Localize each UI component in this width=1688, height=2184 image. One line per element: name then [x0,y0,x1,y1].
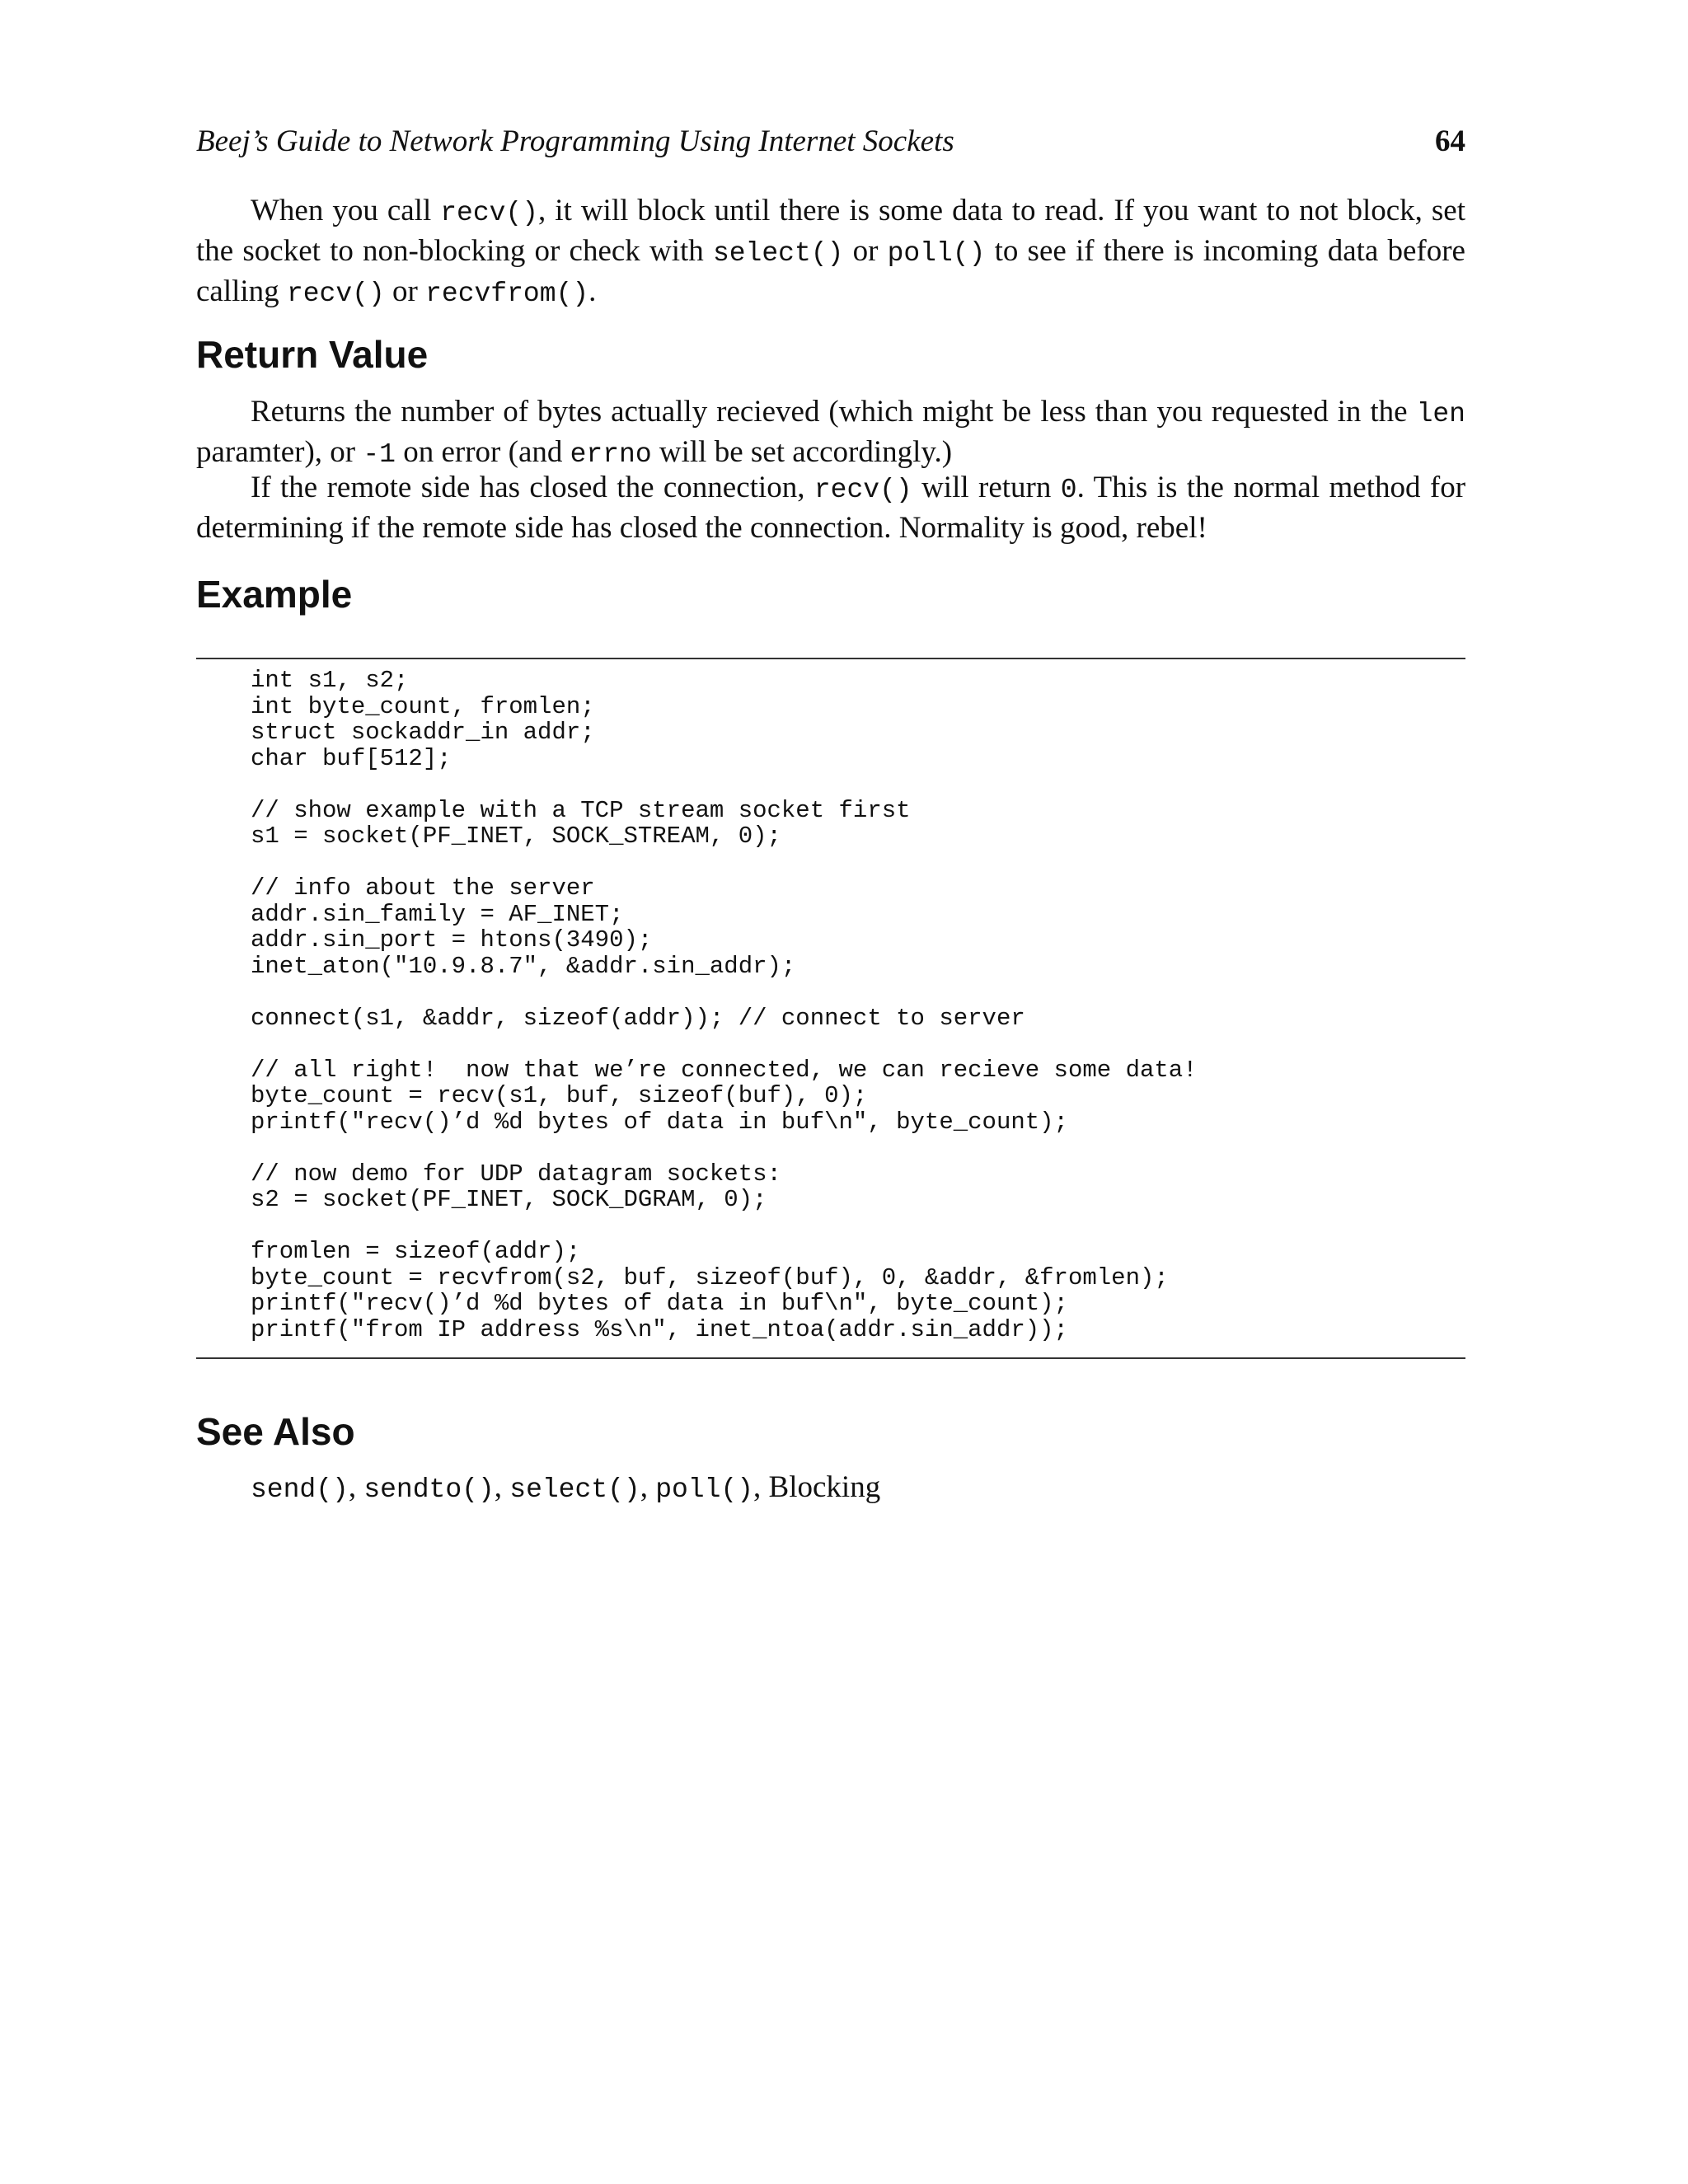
code-example: int s1, s2; int byte_count, fromlen; struct sockaddr_in addr; char buf[512]; // show example with a TCP stream socket first s1 = socket(PF_INET, SOCK_STREAM, 0); // info about the server addr.sin_family = AF_INET; addr.sin_port = htons(3490); inet_aton("10.9.8.7", &addr.sin_addr); connect(s1, &addr, sizeof(addr)); // connect to server // all right! now that we’re connected, we can recieve some data! byte_count = recv(s1, buf, sizeof(buf), 0); printf("recv()’d %d bytes of data in buf\n", byte_count); // now demo for UDP datagram sockets: s2 = socket(PF_INET, SOCK_DGRAM, 0); fromlen = sizeof(addr); byte_count = recvfrom(s2, buf, sizeof(buf), 0, &addr, &fromlen); printf("recv()’d %d bytes of data in buf\n", byte_count); printf("from IP address %s\n", inet_ntoa(addr.sin_addr)); [251,667,1198,1343]
return-value-paragraph-2: If the remote side has closed the connection, recv() will return 0. This is the normal method for determining if the remote side has closed the connection. Normality is good, rebel! [196,471,1466,545]
page-number: 64 [1435,124,1465,158]
example-heading: Example [196,573,353,616]
running-header [196,124,1465,173]
inline-code: len [1416,399,1465,429]
inline-code: select() [712,238,844,269]
inline-code: recv() [440,198,539,228]
see-also-list: send(), sendto(), select(), poll(), Blocking [251,1470,881,1505]
see-also-heading: See Also [196,1410,355,1453]
see-also-link[interactable]: poll() [655,1474,754,1505]
inline-code: recv() [814,475,912,505]
see-also-link[interactable]: Blocking [768,1470,881,1504]
see-also-link[interactable]: sendto() [363,1474,495,1505]
book-title: Beej’s Guide to Network Programming Using Internet Sockets [196,124,954,158]
inline-code: 0 [1060,475,1077,505]
inline-code: recv() [286,279,385,309]
return-value-paragraph-1: Returns the number of bytes actually recieved (which might be less than you requested in the len paramter), or -1 on error (and errno will be set accordingly.) [196,395,1465,470]
inline-code: -1 [363,439,396,470]
code-bottom-rule [196,1357,1465,1359]
see-also-link[interactable]: send() [251,1474,349,1505]
inline-code: poll() [887,238,986,269]
return-value-heading: Return Value [196,333,429,376]
see-also-link[interactable]: select() [509,1474,640,1505]
intro-paragraph: When you call recv(), it will block until there is some data to read. If you want to not block, set the socket to non-blocking or check with select() or poll() to see if there is incoming data before calling recv() or recvfrom(). [196,194,1465,309]
code-top-rule [196,658,1465,659]
inline-code: recvfrom() [425,279,589,309]
inline-code: errno [570,439,652,470]
